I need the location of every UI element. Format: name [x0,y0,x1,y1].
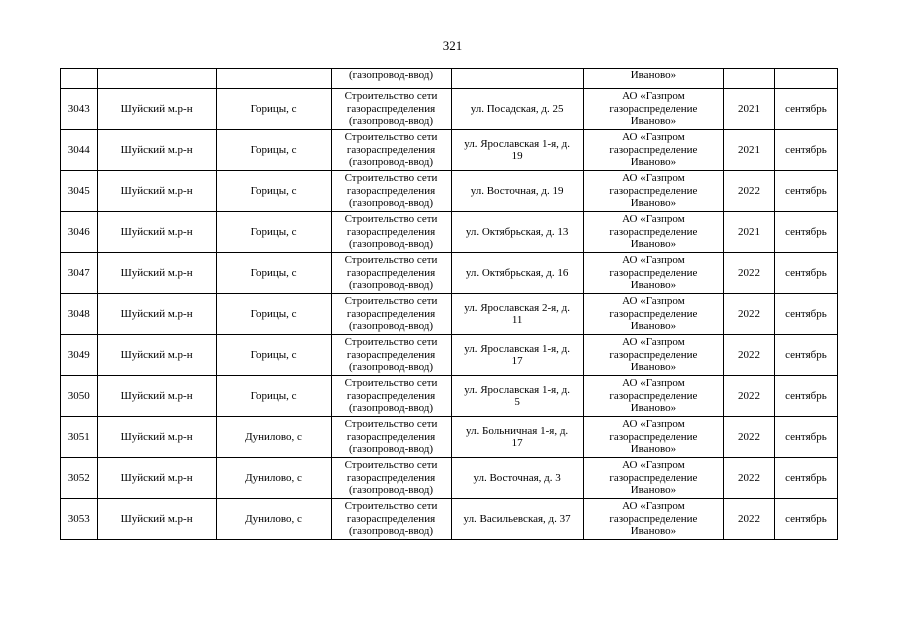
cell-object: Строительство сети газораспределения (газопровод-ввод) [331,417,451,458]
cell-object: Строительство сети газораспределения (газопровод-ввод) [331,171,451,212]
table-row [61,212,838,253]
cell-no: 3044 [61,130,98,171]
cell-object: Строительство сети газораспределения (газопровод-ввод) [331,376,451,417]
cell-address: ул. Ярославская 1-я, д. 19 [451,130,583,171]
cell-locality: Горицы, с [216,294,331,335]
cell-object: Строительство сети газораспределения (газопровод-ввод) [331,335,451,376]
cell-owner: АО «Газпром газораспределение Иваново» [583,376,723,417]
cell-month [774,69,837,89]
cell-address: ул. Ярославская 2-я, д. 11 [451,294,583,335]
cell-object: Строительство сети газораспределения (газопровод-ввод) [331,499,451,540]
table-row [61,458,838,499]
cell-locality: Дунилово, с [216,458,331,499]
cell-district: Шуйский м.р-н [97,253,216,294]
cell-locality: Горицы, с [216,253,331,294]
table-row [61,376,838,417]
cell-no: 3046 [61,212,98,253]
table-row-continued [61,69,838,89]
cell-no: 3052 [61,458,98,499]
cell-locality: Горицы, с [216,376,331,417]
cell-address: ул. Восточная, д. 19 [451,171,583,212]
cell-year: 2022 [724,171,775,212]
cell-owner: АО «Газпром газораспределение Иваново» [583,294,723,335]
table-row [61,130,838,171]
cell-no: 3049 [61,335,98,376]
cell-year [724,69,775,89]
cell-owner: АО «Газпром газораспределение Иваново» [583,499,723,540]
cell-month: сентябрь [774,335,837,376]
table-row [61,417,838,458]
cell-object: Строительство сети газораспределения (газопровод-ввод) [331,89,451,130]
cell-district: Шуйский м.р-н [97,417,216,458]
cell-year: 2021 [724,89,775,130]
cell-district: Шуйский м.р-н [97,376,216,417]
cell-locality: Горицы, с [216,130,331,171]
cell-month: сентябрь [774,130,837,171]
cell-no: 3051 [61,417,98,458]
table-row [61,335,838,376]
cell-address: ул. Октябрьская, д. 13 [451,212,583,253]
gasification-table [60,68,838,540]
cell-locality: Дунилово, с [216,499,331,540]
cell-owner: АО «Газпром газораспределение Иваново» [583,458,723,499]
cell-year: 2021 [724,130,775,171]
cell-month: сентябрь [774,89,837,130]
cell-month: сентябрь [774,499,837,540]
cell-locality: Горицы, с [216,335,331,376]
cell-year: 2022 [724,253,775,294]
cell-no [61,69,98,89]
cell-owner: АО «Газпром газораспределение Иваново» [583,417,723,458]
cell-district: Шуйский м.р-н [97,130,216,171]
cell-year: 2022 [724,335,775,376]
cell-month: сентябрь [774,253,837,294]
cell-owner: АО «Газпром газораспределение Иваново» [583,335,723,376]
cell-year: 2022 [724,458,775,499]
cell-owner: АО «Газпром газораспределение Иваново» [583,253,723,294]
cell-district: Шуйский м.р-н [97,171,216,212]
cell-no: 3047 [61,253,98,294]
cell-address: ул. Васильевская, д. 37 [451,499,583,540]
cell-locality: Горицы, с [216,171,331,212]
cell-no: 3043 [61,89,98,130]
cell-address: ул. Восточная, д. 3 [451,458,583,499]
cell-no: 3045 [61,171,98,212]
cell-month: сентябрь [774,294,837,335]
table-row [61,499,838,540]
cell-district: Шуйский м.р-н [97,212,216,253]
cell-owner: АО «Газпром газораспределение Иваново» [583,130,723,171]
cell-address: ул. Больничная 1-я, д. 17 [451,417,583,458]
cell-month: сентябрь [774,376,837,417]
cell-no: 3048 [61,294,98,335]
cell-address [451,69,583,89]
cell-locality: Горицы, с [216,89,331,130]
cell-object: Строительство сети газораспределения (газопровод-ввод) [331,458,451,499]
cell-month: сентябрь [774,171,837,212]
cell-owner: АО «Газпром газораспределение Иваново» [583,89,723,130]
cell-year: 2022 [724,294,775,335]
cell-locality: Дунилово, с [216,417,331,458]
cell-address: ул. Посадская, д. 25 [451,89,583,130]
cell-object: Строительство сети газораспределения (газопровод-ввод) [331,253,451,294]
cell-month: сентябрь [774,212,837,253]
cell-object: Строительство сети газораспределения (газопровод-ввод) [331,130,451,171]
cell-district: Шуйский м.р-н [97,499,216,540]
cell-month: сентябрь [774,458,837,499]
cell-district: Шуйский м.р-н [97,335,216,376]
cell-no: 3050 [61,376,98,417]
cell-year: 2022 [724,499,775,540]
cell-owner: АО «Газпром газораспределение Иваново» [583,212,723,253]
cell-district: Шуйский м.р-н [97,458,216,499]
cell-year: 2021 [724,212,775,253]
cell-object: Строительство сети газораспределения (газопровод-ввод) [331,212,451,253]
cell-month: сентябрь [774,417,837,458]
cell-district: Шуйский м.р-н [97,89,216,130]
cell-year: 2022 [724,417,775,458]
cell-district: Шуйский м.р-н [97,294,216,335]
cell-address: ул. Ярославская 1-я, д. 17 [451,335,583,376]
cell-owner: АО «Газпром газораспределение Иваново» [583,171,723,212]
table-row [61,171,838,212]
cell-no: 3053 [61,499,98,540]
cell-owner: Иваново» [583,69,723,89]
page-number: 321 [442,38,463,53]
cell-object: (газопровод-ввод) [331,69,451,89]
table-row [61,89,838,130]
table-body [61,69,838,540]
cell-locality: Горицы, с [216,212,331,253]
cell-district [97,69,216,89]
table-row [61,253,838,294]
cell-object: Строительство сети газораспределения (газопровод-ввод) [331,294,451,335]
cell-address: ул. Ярославская 1-я, д. 5 [451,376,583,417]
cell-locality [216,69,331,89]
cell-address: ул. Октябрьская, д. 16 [451,253,583,294]
cell-year: 2022 [724,376,775,417]
table-row [61,294,838,335]
